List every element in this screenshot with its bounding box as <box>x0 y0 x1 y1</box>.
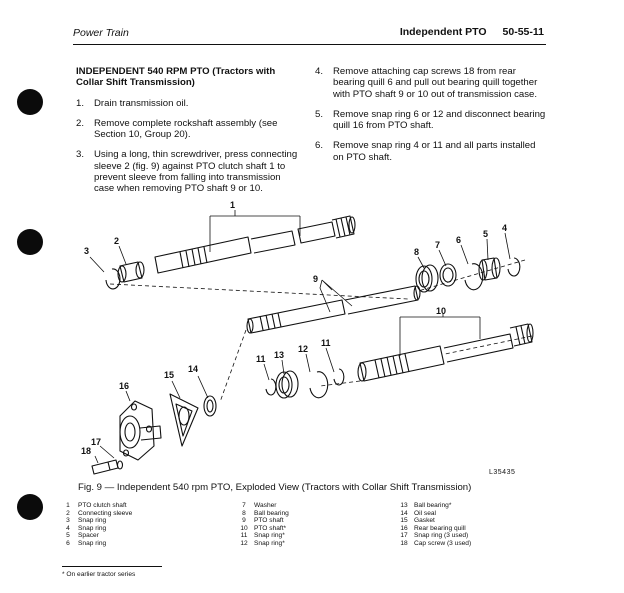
legend-text: Snap ring <box>78 539 107 547</box>
left-column <box>76 66 302 204</box>
callout-7: 7 <box>435 240 441 250</box>
legend-text: Rear bearing quill <box>414 524 466 532</box>
legend-text: Washer <box>254 502 277 509</box>
legend-text: PTO shaft <box>254 517 284 525</box>
step-1 <box>76 98 302 109</box>
right-column <box>315 66 548 172</box>
legend-number: 4 <box>66 524 70 532</box>
alignment-lines <box>110 260 532 402</box>
legend-number: 10 <box>240 524 248 532</box>
legend-item <box>238 525 289 533</box>
pto-shaft-9-drawing <box>247 286 420 333</box>
callout-1: 1 <box>230 200 236 210</box>
legend-number: 15 <box>400 517 408 525</box>
legend-text: PTO clutch shaft <box>78 502 127 509</box>
legend-item <box>238 517 289 525</box>
legend-number: 1 <box>66 502 70 509</box>
legend-text: Gasket <box>414 517 435 525</box>
legend-text: Oil seal <box>414 509 436 517</box>
binder-hole-3 <box>17 494 43 520</box>
header-page-number: 50-55-11 <box>502 26 544 38</box>
oil-seal-drawing <box>204 396 216 416</box>
legend-item <box>62 532 132 540</box>
step-number: 4. <box>315 66 324 77</box>
callout-16: 16 <box>119 381 130 391</box>
legend-item <box>238 532 289 540</box>
callout-2: 2 <box>114 236 120 246</box>
callout-11-second: 11 <box>321 338 331 348</box>
legend-number: 7 <box>242 502 246 509</box>
step-3 <box>76 149 302 194</box>
callout-14: 14 <box>188 364 199 374</box>
callout-15: 15 <box>164 370 175 380</box>
callout-6: 6 <box>456 235 462 245</box>
legend-text: Connecting sleeve <box>78 509 133 517</box>
step-text: Remove snap ring 4 or 11 and all parts installed on PTO shaft. <box>333 140 536 163</box>
ball-bearing-13-drawing <box>276 371 298 398</box>
figure-caption: Fig. 9 — Independent 540 rpm PTO, Exploded View (Tractors with Collar Shift Transmission) <box>78 482 472 493</box>
legend-item <box>62 510 132 518</box>
callout-18: 18 <box>81 446 92 456</box>
legend-text: Snap ring (3 used) <box>414 532 469 540</box>
legend-column-1 <box>62 502 132 548</box>
legend-number: 3 <box>66 517 70 525</box>
legend-number: 11 <box>240 532 248 540</box>
callout-3: 3 <box>84 246 90 256</box>
header-title-block <box>400 26 544 38</box>
header-title: Independent PTO <box>399 26 487 38</box>
step-number: 1. <box>76 97 85 109</box>
snap-ring-11b-drawing <box>334 369 344 385</box>
legend-text: Snap ring* <box>254 532 285 540</box>
callout-5: 5 <box>483 229 489 239</box>
step-6 <box>315 140 548 163</box>
legend-text: Spacer <box>78 532 99 540</box>
legend-column-3 <box>398 502 471 548</box>
legend-item <box>62 525 132 533</box>
step-5 <box>315 109 548 132</box>
legend-text: Snap ring <box>78 524 107 532</box>
binder-hole-1 <box>17 89 43 115</box>
step-number: 2. <box>76 117 85 129</box>
footnote: * On earlier tractor series <box>62 571 136 578</box>
legend-text: PTO shaft* <box>254 524 287 532</box>
legend-text: Cap screw (3 used) <box>414 539 472 547</box>
legend-number: 18 <box>400 539 408 547</box>
callout-12: 12 <box>298 344 309 354</box>
gasket-drawing <box>170 394 198 446</box>
legend-number: 14 <box>400 509 408 517</box>
legend-number: 9 <box>242 517 246 525</box>
step-text: Remove snap ring 6 or 12 and disconnect bearing quill 16 from PTO shaft. <box>333 108 546 132</box>
step-text: Using a long, thin screwdriver, press connecting sleeve 2 (fig. 9) against PTO clutch shaft 1 to prevent sleeve from falling into transmission case when removing PTO shaft 9 or 10. <box>94 149 298 195</box>
legend-text: Snap ring* <box>254 539 285 547</box>
callout-10: 10 <box>436 306 447 316</box>
legend-number: 5 <box>66 532 70 540</box>
legend-text: Ball bearing* <box>414 502 452 509</box>
cap-screw-drawing <box>92 460 123 474</box>
header-section: Power Train <box>73 27 129 39</box>
step-number: 3. <box>76 149 85 161</box>
legend-item <box>398 510 471 518</box>
connecting-sleeve-drawing <box>118 262 144 282</box>
exploded-view-drawing <box>70 196 550 478</box>
legend-column-2 <box>238 502 289 548</box>
legend-number: 12 <box>240 539 248 547</box>
header-rule <box>73 44 546 45</box>
figure-code: L35435 <box>489 469 516 476</box>
legend-item <box>238 510 289 518</box>
legend-item <box>62 517 132 525</box>
legend-number: 6 <box>66 539 70 547</box>
legend-number: 13 <box>400 502 408 509</box>
pto-clutch-shaft-drawing <box>155 216 355 273</box>
step-text: Drain transmission oil. <box>94 97 189 109</box>
legend-text: Snap ring <box>78 517 107 525</box>
legend-item <box>398 540 471 548</box>
legend-number: 2 <box>66 509 70 517</box>
legend-item <box>238 540 289 548</box>
step-number: 5. <box>315 108 324 120</box>
legend-item <box>238 502 289 510</box>
step-2 <box>76 118 302 141</box>
step-text: Remove attaching cap screws 18 from rear bearing quill 6 and pull out bearing quill together with PTO shaft 9 or 10 out of transmission case. <box>333 66 538 100</box>
legend-item <box>398 525 471 533</box>
callout-13: 13 <box>274 350 285 360</box>
callout-9: 9 <box>313 274 319 284</box>
legend-text: Ball bearing <box>254 509 289 517</box>
legend-item <box>398 502 471 510</box>
pto-shaft-10-drawing <box>358 324 533 381</box>
legend-item <box>62 540 132 548</box>
binder-hole-2 <box>17 229 43 255</box>
legend-item <box>398 517 471 525</box>
legend-item <box>398 532 471 540</box>
snap-ring-12-drawing <box>310 372 328 398</box>
callout-11: 11 <box>256 354 266 364</box>
snap-ring-4-drawing <box>508 258 520 276</box>
callout-4: 4 <box>502 223 508 233</box>
step-4 <box>315 66 548 100</box>
legend-number: 17 <box>400 532 408 540</box>
legend-number: 8 <box>242 509 246 517</box>
footnote-rule <box>62 566 162 567</box>
section-heading: INDEPENDENT 540 RPM PTO (Tractors with Collar Shift Transmission) <box>76 66 276 89</box>
step-text: Remove complete rockshaft assembly (see Section 10, Group 20). <box>94 117 278 141</box>
callout-8: 8 <box>414 247 420 257</box>
legend-number: 16 <box>400 524 408 532</box>
legend-item <box>62 502 132 510</box>
rear-bearing-quill-drawing <box>120 401 161 460</box>
callout-17: 17 <box>91 437 102 447</box>
step-number: 6. <box>315 140 324 152</box>
snap-ring-11a-drawing <box>266 379 276 395</box>
spacer-5-drawing <box>479 258 500 280</box>
